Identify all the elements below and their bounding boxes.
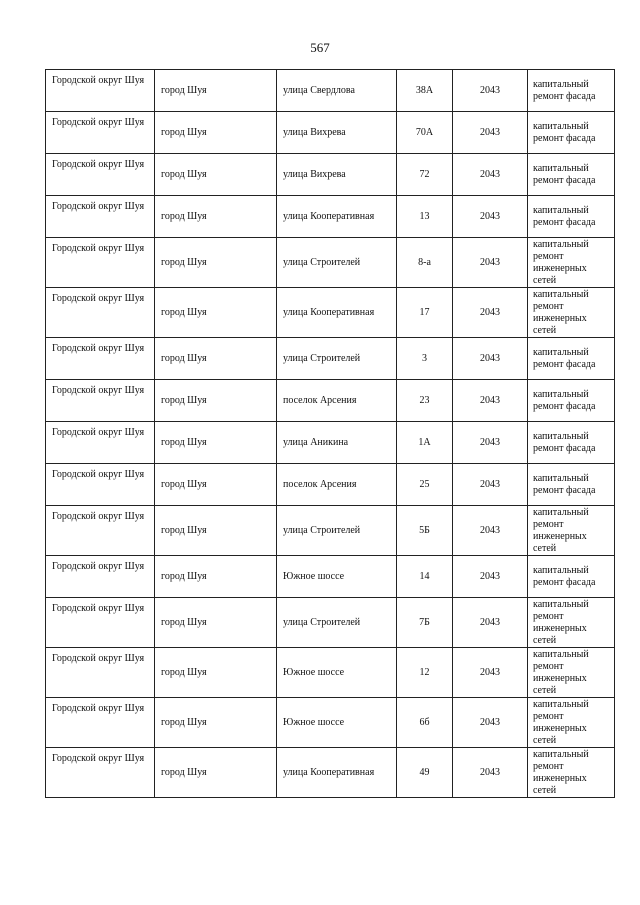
work-type-cell: капитальный ремонт инженерных сетей: [528, 648, 615, 698]
district-cell: Городской округ Шуя: [46, 422, 155, 464]
year-cell: 2043: [453, 506, 528, 556]
house-cell: 38А: [397, 70, 453, 112]
house-cell: 49: [397, 748, 453, 798]
work-type-cell: капитальный ремонт фасада: [528, 464, 615, 506]
table-row: [46, 338, 615, 380]
city-cell: город Шуя: [155, 338, 277, 380]
work-type-cell: капитальный ремонт инженерных сетей: [528, 598, 615, 648]
house-cell: 1А: [397, 422, 453, 464]
city-cell: город Шуя: [155, 112, 277, 154]
city-cell: город Шуя: [155, 380, 277, 422]
house-cell: 23: [397, 380, 453, 422]
district-cell: Городской округ Шуя: [46, 196, 155, 238]
table-row: [46, 380, 615, 422]
table-row: [46, 422, 615, 464]
street-cell: улица Свердлова: [277, 70, 397, 112]
street-cell: улица Кооперативная: [277, 288, 397, 338]
year-cell: 2043: [453, 154, 528, 196]
work-type-cell: капитальный ремонт фасада: [528, 112, 615, 154]
house-cell: 5Б: [397, 506, 453, 556]
city-cell: город Шуя: [155, 556, 277, 598]
page-number: 567: [310, 40, 330, 55]
year-cell: 2043: [453, 288, 528, 338]
house-cell: 12: [397, 648, 453, 698]
work-type-cell: капитальный ремонт инженерных сетей: [528, 748, 615, 798]
district-cell: Городской округ Шуя: [46, 338, 155, 380]
table-body: [46, 70, 615, 798]
house-cell: 14: [397, 556, 453, 598]
street-cell: поселок Арсения: [277, 464, 397, 506]
house-cell: 17: [397, 288, 453, 338]
house-cell: 72: [397, 154, 453, 196]
district-cell: Городской округ Шуя: [46, 238, 155, 288]
street-cell: Южное шоссе: [277, 556, 397, 598]
housing-repair-table: [45, 69, 615, 798]
street-cell: улица Строителей: [277, 338, 397, 380]
city-cell: город Шуя: [155, 464, 277, 506]
district-cell: Городской округ Шуя: [46, 288, 155, 338]
table-row: [46, 556, 615, 598]
table-row: [46, 598, 615, 648]
work-type-cell: капитальный ремонт инженерных сетей: [528, 238, 615, 288]
city-cell: город Шуя: [155, 648, 277, 698]
work-type-cell: капитальный ремонт фасада: [528, 556, 615, 598]
table-row: [46, 748, 615, 798]
district-cell: Городской округ Шуя: [46, 556, 155, 598]
year-cell: 2043: [453, 70, 528, 112]
city-cell: город Шуя: [155, 288, 277, 338]
year-cell: 2043: [453, 112, 528, 154]
work-type-cell: капитальный ремонт инженерных сетей: [528, 698, 615, 748]
year-cell: 2043: [453, 238, 528, 288]
city-cell: город Шуя: [155, 196, 277, 238]
street-cell: улица Кооперативная: [277, 196, 397, 238]
district-cell: Городской округ Шуя: [46, 748, 155, 798]
street-cell: улица Аникина: [277, 422, 397, 464]
city-cell: город Шуя: [155, 506, 277, 556]
district-cell: Городской округ Шуя: [46, 506, 155, 556]
district-cell: Городской округ Шуя: [46, 112, 155, 154]
table-row: [46, 506, 615, 556]
table-row: [46, 154, 615, 196]
work-type-cell: капитальный ремонт фасада: [528, 196, 615, 238]
city-cell: город Шуя: [155, 598, 277, 648]
table-row: [46, 70, 615, 112]
year-cell: 2043: [453, 648, 528, 698]
house-cell: 70А: [397, 112, 453, 154]
city-cell: город Шуя: [155, 70, 277, 112]
city-cell: город Шуя: [155, 238, 277, 288]
year-cell: 2043: [453, 422, 528, 464]
city-cell: город Шуя: [155, 422, 277, 464]
year-cell: 2043: [453, 380, 528, 422]
table-row: [46, 698, 615, 748]
street-cell: Южное шоссе: [277, 698, 397, 748]
district-cell: Городской округ Шуя: [46, 380, 155, 422]
table-row: [46, 112, 615, 154]
table-row: [46, 464, 615, 506]
year-cell: 2043: [453, 598, 528, 648]
work-type-cell: капитальный ремонт фасада: [528, 380, 615, 422]
street-cell: улица Кооперативная: [277, 748, 397, 798]
table-row: [46, 196, 615, 238]
street-cell: улица Вихрева: [277, 112, 397, 154]
street-cell: поселок Арсения: [277, 380, 397, 422]
year-cell: 2043: [453, 698, 528, 748]
year-cell: 2043: [453, 464, 528, 506]
work-type-cell: капитальный ремонт фасада: [528, 70, 615, 112]
work-type-cell: капитальный ремонт фасада: [528, 338, 615, 380]
district-cell: Городской округ Шуя: [46, 70, 155, 112]
street-cell: Южное шоссе: [277, 648, 397, 698]
city-cell: город Шуя: [155, 698, 277, 748]
house-cell: 3: [397, 338, 453, 380]
street-cell: улица Строителей: [277, 506, 397, 556]
street-cell: улица Строителей: [277, 598, 397, 648]
table-row: [46, 648, 615, 698]
district-cell: Городской округ Шуя: [46, 464, 155, 506]
house-cell: 6б: [397, 698, 453, 748]
work-type-cell: капитальный ремонт фасада: [528, 154, 615, 196]
year-cell: 2043: [453, 196, 528, 238]
year-cell: 2043: [453, 748, 528, 798]
house-cell: 7Б: [397, 598, 453, 648]
house-cell: 25: [397, 464, 453, 506]
work-type-cell: капитальный ремонт фасада: [528, 422, 615, 464]
work-type-cell: капитальный ремонт инженерных сетей: [528, 506, 615, 556]
district-cell: Городской округ Шуя: [46, 648, 155, 698]
table-row: [46, 288, 615, 338]
house-cell: 13: [397, 196, 453, 238]
city-cell: город Шуя: [155, 154, 277, 196]
district-cell: Городской округ Шуя: [46, 698, 155, 748]
street-cell: улица Строителей: [277, 238, 397, 288]
district-cell: Городской округ Шуя: [46, 598, 155, 648]
work-type-cell: капитальный ремонт инженерных сетей: [528, 288, 615, 338]
city-cell: город Шуя: [155, 748, 277, 798]
house-cell: 8-а: [397, 238, 453, 288]
table-row: [46, 238, 615, 288]
year-cell: 2043: [453, 338, 528, 380]
year-cell: 2043: [453, 556, 528, 598]
street-cell: улица Вихрева: [277, 154, 397, 196]
district-cell: Городской округ Шуя: [46, 154, 155, 196]
